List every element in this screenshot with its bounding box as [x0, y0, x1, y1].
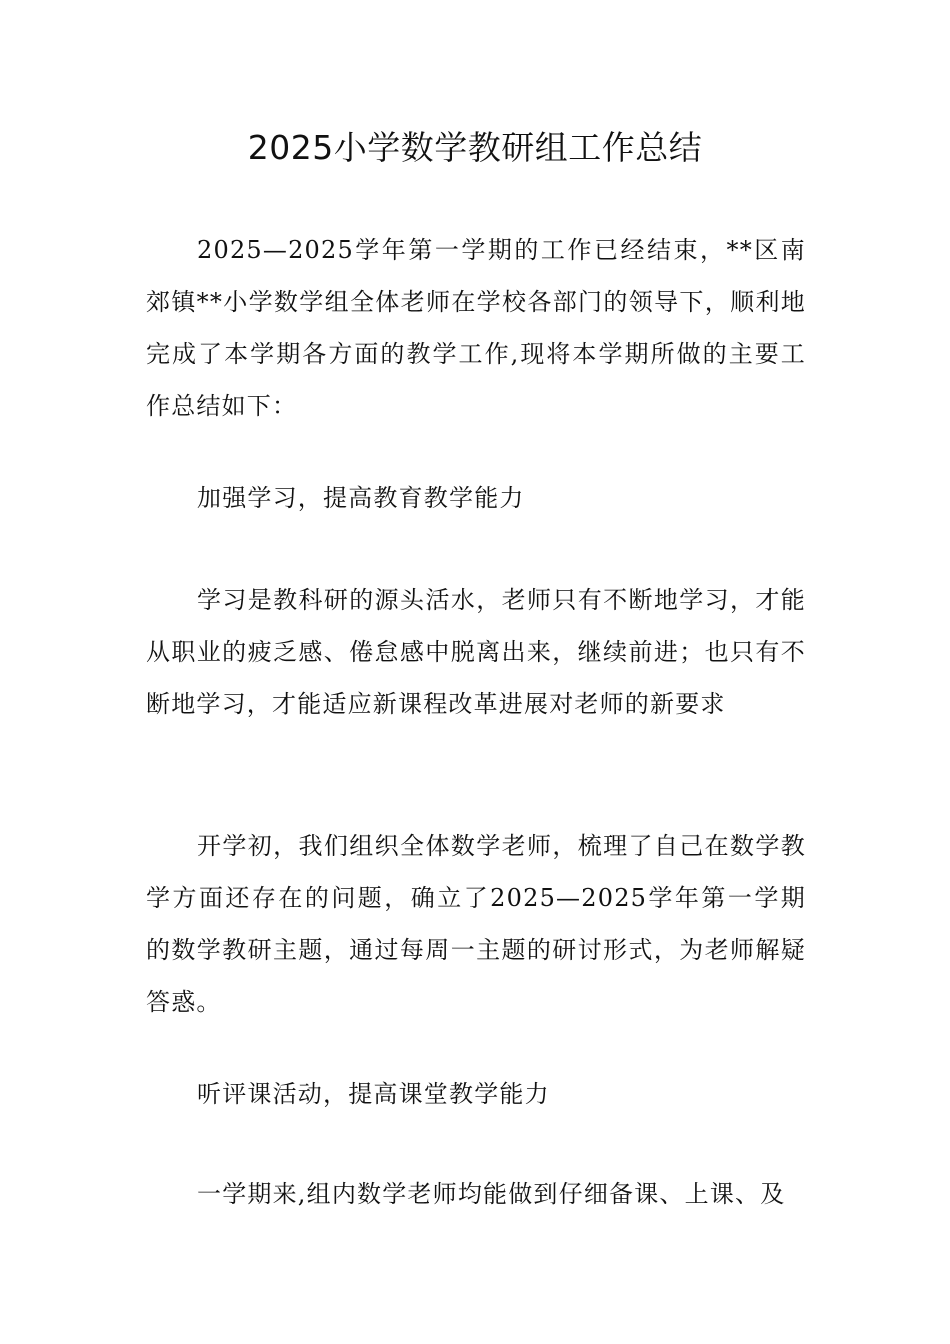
- research-topic-paragraph: 开学初，我们组织全体数学老师，梳理了自己在数学教学方面还存在的问题，确立了2025—2025学年第一学期的数学教研主题，通过每周一主题的研讨形式，为老师解疑答惑。: [146, 832, 806, 1016]
- section-heading-lesson-review: 听评课活动，提高课堂教学能力: [197, 1080, 550, 1108]
- section-heading-study: 加强学习，提高教育教学能力: [197, 484, 525, 512]
- study-paragraph: 学习是教科研的源头活水，老师只有不断地学习，才能从职业的疲乏感、倦怠感中脱离出来，继续前进；也只有不断地学习，才能适应新课程改革进展对老师的新要求: [146, 586, 806, 718]
- document-title: 2025小学数学教研组工作总结: [247, 128, 703, 167]
- lesson-prep-paragraph: 一学期来,组内数学老师均能做到仔细备课、上课、及: [197, 1180, 786, 1208]
- intro-paragraph: 2025—2025学年第一学期的工作已经结束，**区南郊镇**小学数学组全体老师在学校各部门的领导下，顺利地完成了本学期各方面的教学工作,现将本学期所做的主要工作总结如下：: [146, 236, 806, 420]
